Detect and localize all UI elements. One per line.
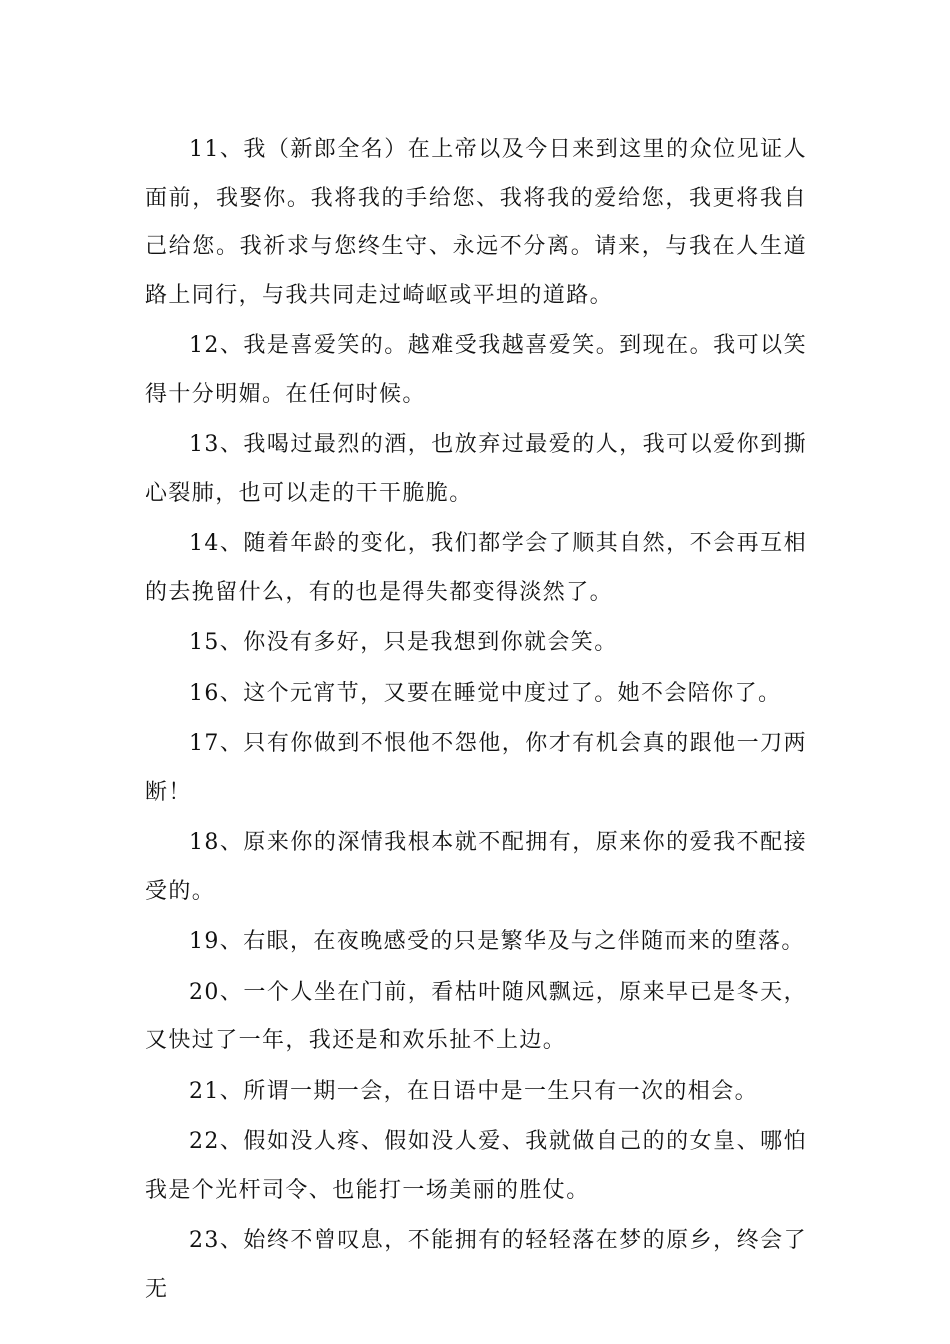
paragraph-12: 12、我是喜爱笑的。越难受我越喜爱笑。到现在。我可以笑得十分明媚。在任何时候。 xyxy=(145,333,807,407)
paragraph-17: 17、只有你做到不恨他不怨他，你才有机会真的跟他一刀两断！ xyxy=(145,731,807,805)
paragraph-18: 18、原来你的深情我根本就不配拥有，原来你的爱我不配接受的。 xyxy=(145,830,807,904)
paragraph-15: 15、你没有多好，只是我想到你就会笑。 xyxy=(189,630,618,655)
document-page xyxy=(145,126,807,1316)
paragraph-11: 11、我（新郎全名）在上帝以及今日来到这里的众位见证人面前，我娶你。我将我的手给您、我将我的爱给您，我更将我自己给您。我祈求与您终生守、永远不分离。请来，与我在人生道路上同行，与我共同走过崎岖或平坦的道路。 xyxy=(145,137,807,308)
paragraph-13: 13、我喝过最烈的酒，也放弃过最爱的人，我可以爱你到撕心裂肺，也可以走的干干脆脆。 xyxy=(145,432,807,506)
paragraph-14: 14、随着年龄的变化，我们都学会了顺其自然，不会再互相的去挽留什么，有的也是得失都变得淡然了。 xyxy=(145,531,807,605)
paragraph-23: 23、始终不曾叹息，不能拥有的轻轻落在梦的原乡，终会了无 xyxy=(145,1228,807,1302)
paragraph-20: 20、一个人坐在门前，看枯叶随风飘远，原来早已是冬天，又快过了一年，我还是和欢乐扯不上边。 xyxy=(145,979,807,1053)
paragraph-22: 22、假如没人疼、假如没人爱、我就做自己的的女皇、哪怕我是个光杆司令、也能打一场美丽的胜仗。 xyxy=(145,1129,807,1203)
paragraph-19: 19、右眼，在夜晚感受的只是繁华及与之伴随而来的堕落。 xyxy=(189,929,805,954)
paragraph-21: 21、所谓一期一会，在日语中是一生只有一次的相会。 xyxy=(189,1078,758,1104)
paragraph-16: 16、这个元宵节，又要在睡觉中度过了。她不会陪你了。 xyxy=(189,680,782,706)
